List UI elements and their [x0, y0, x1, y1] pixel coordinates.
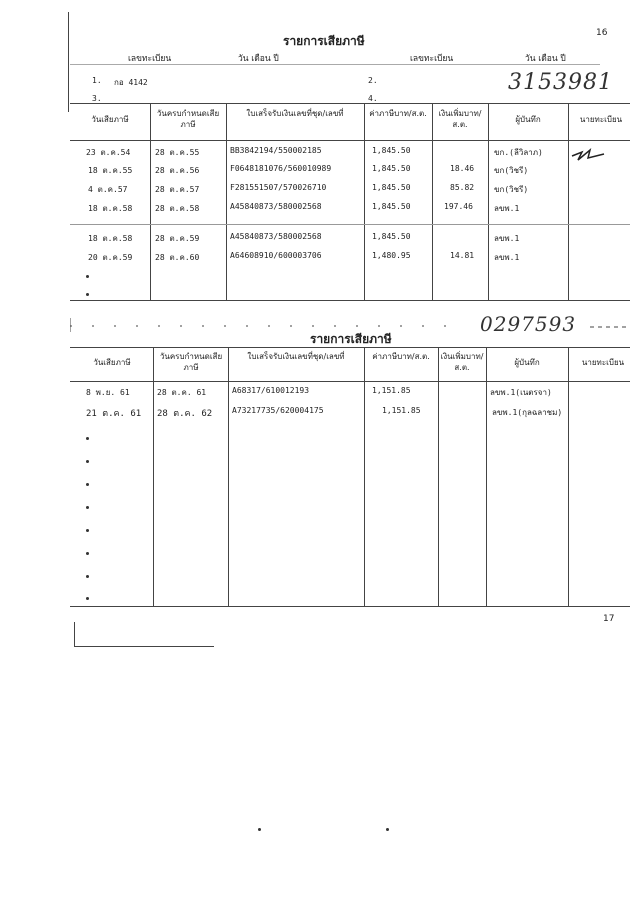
left-margin-line — [68, 12, 69, 112]
table1-cell: 1,845.50 — [372, 183, 411, 192]
col-header: วันครบกำหนดเสียภาษี — [159, 352, 223, 372]
table1-top-border — [70, 103, 630, 104]
label-underline — [70, 64, 600, 65]
table1-row-divider — [70, 224, 630, 225]
table1-cell: 1,845.50 — [372, 146, 411, 155]
table2-col-divider — [153, 347, 154, 606]
table1-cell: 20 ต.ค.59 — [88, 253, 133, 262]
table1-cell: 28 ต.ค.55 — [155, 148, 200, 157]
col-header: ค่าภาษีบาท/ส.ต. — [369, 109, 427, 118]
table1-bottom-border — [70, 300, 630, 301]
table2-cell: ลขพ.1(กุลฉลาชม) — [492, 408, 563, 417]
row-bullet — [86, 552, 89, 555]
table2-cell: A73217735/620004175 — [232, 406, 324, 415]
table1-cell: 1,845.50 — [372, 164, 411, 173]
row-bullet — [86, 483, 89, 486]
table1-cell: 28 ต.ค.57 — [155, 185, 200, 194]
table1-cell: 1,845.50 — [372, 202, 411, 211]
table1-cell: ขก(วิชรี) — [494, 185, 529, 194]
table2-col-divider — [438, 347, 439, 606]
table1-cell: A64608910/600003706 — [230, 251, 322, 260]
date-label-left: วัน เดือน ปี — [238, 54, 279, 64]
table1-col-divider — [432, 103, 433, 300]
scan-speck — [258, 828, 261, 831]
table2-col-divider — [568, 347, 569, 606]
table1-cell: BB3842194/550002185 — [230, 146, 322, 155]
reg-entry-num: 4. — [368, 94, 378, 103]
section2-title: รายการเสียภาษี — [310, 332, 392, 346]
row-bullet — [86, 293, 89, 296]
table1-col-divider — [226, 103, 227, 300]
table2-cell: 8 พ.ย. 61 — [86, 388, 130, 397]
table2-top-border — [70, 347, 630, 348]
section1-title: รายการเสียภาษี — [283, 34, 365, 48]
col-header: ใบเสร็จรับเงินเลขที่ชุด/เลขที่ — [246, 109, 344, 118]
date-label-right: วัน เดือน ปี — [525, 54, 566, 64]
row-bullet — [86, 529, 89, 532]
page-number-top: 16 — [596, 28, 608, 38]
table1-cell: A45840873/580002568 — [230, 202, 322, 211]
table1-cell: 14.81 — [450, 251, 475, 260]
table1-cell: ลขพ.1 — [494, 234, 520, 243]
table1-col-divider — [568, 103, 569, 300]
bottom-margin-line — [74, 622, 75, 646]
table1-cell: ลขพ.1 — [494, 253, 520, 262]
reg-no-label-left: เลขทะเบียน — [128, 54, 172, 64]
reg-entry-num: 2. — [368, 76, 378, 85]
table1-col-divider — [150, 103, 151, 300]
col-header: นายทะเบียน — [581, 358, 625, 367]
table1-col-divider — [364, 103, 365, 300]
table2-cell: 1,151.85 — [382, 406, 421, 415]
col-header: ค่าภาษีบาท/ส.ต. — [372, 352, 430, 361]
row-bullet — [86, 506, 89, 509]
table2-cell: 21 ต.ค. 61 — [86, 409, 142, 419]
table1-cell: 28 ต.ค.58 — [155, 204, 200, 213]
signature-mark — [568, 142, 608, 166]
reg-entry-num: 1. — [92, 76, 102, 85]
row-bullet — [86, 575, 89, 578]
table1-col-divider — [488, 103, 489, 300]
table2-cell: 1,151.85 — [372, 386, 411, 395]
table1-cell: 23 ต.ค.54 — [86, 148, 131, 157]
page-number-bottom: 17 — [603, 614, 615, 624]
row-bullet — [86, 460, 89, 463]
col-header: ผู้บันทึก — [515, 115, 541, 124]
table2-cell: A68317/610012193 — [232, 386, 310, 395]
table2-cell: 28 ต.ค. 61 — [157, 388, 207, 397]
table1-cell: ลขพ.1 — [494, 204, 520, 213]
col-header: วันเสียภาษี — [91, 115, 129, 124]
table1-cell: 1,480.95 — [372, 251, 411, 260]
col-header: ใบเสร็จรับเงินเลขที่ชุด/เลขที่ — [247, 352, 345, 361]
table1-cell: 18.46 — [450, 164, 475, 173]
table1-cell: 1,845.50 — [372, 232, 411, 241]
table1-cell: 85.82 — [450, 183, 475, 192]
table1-cell: ขก.(ลีวิลาภ) — [494, 148, 543, 157]
table1-cell: 18 ต.ค.58 — [88, 234, 133, 243]
table2-cell: 28 ต.ค. 62 — [157, 409, 213, 419]
reg-no-label-right: เลขทะเบียน — [410, 54, 454, 64]
col-header: นายทะเบียน — [579, 115, 623, 124]
table1-cell: F281551507/570026710 — [230, 183, 327, 192]
table1-cell: 28 ต.ค.59 — [155, 234, 200, 243]
handwritten-number: 0297593 — [480, 312, 577, 336]
table1-header-border — [70, 140, 630, 141]
table1-cell: F0648181076/560010989 — [230, 164, 332, 173]
table1-cell: A45840873/580002568 — [230, 232, 322, 241]
scan-speck — [386, 828, 389, 831]
table1-cell: 18 ต.ค.55 — [88, 166, 133, 175]
table2-bottom-border — [70, 606, 630, 607]
row-bullet — [86, 275, 89, 278]
table2-header-border — [70, 381, 630, 382]
table2-col-divider — [364, 347, 365, 606]
bottom-margin-line — [74, 646, 214, 647]
table2-cell: ลขพ.1(เนตรจา) — [490, 388, 552, 397]
col-header: เงินเพิ่มบาท/ส.ต. — [438, 109, 482, 129]
col-header: ผู้บันทึก — [514, 358, 540, 367]
table2-col-divider — [228, 347, 229, 606]
row-bullet — [86, 437, 89, 440]
table1-cell: 4 ต.ค.57 — [88, 185, 128, 194]
reg-entry-value: กอ 4142 — [114, 78, 148, 87]
table2-col-divider — [486, 347, 487, 606]
row-bullet — [86, 597, 89, 600]
col-header: วันครบกำหนดเสียภาษี — [156, 109, 220, 129]
table1-cell: 197.46 — [444, 202, 473, 211]
table1-cell: 28 ต.ค.60 — [155, 253, 200, 262]
handwritten-number: 3153981 — [508, 70, 613, 95]
col-header: วันเสียภาษี — [93, 358, 131, 367]
reg-entry-num: 3. — [92, 94, 102, 103]
table1-cell: 28 ต.ค.56 — [155, 166, 200, 175]
col-header: เงินเพิ่มบาท/ส.ต. — [440, 352, 484, 372]
table1-cell: ขก(วิชรี) — [494, 166, 529, 175]
table1-cell: 18 ต.ค.58 — [88, 204, 133, 213]
